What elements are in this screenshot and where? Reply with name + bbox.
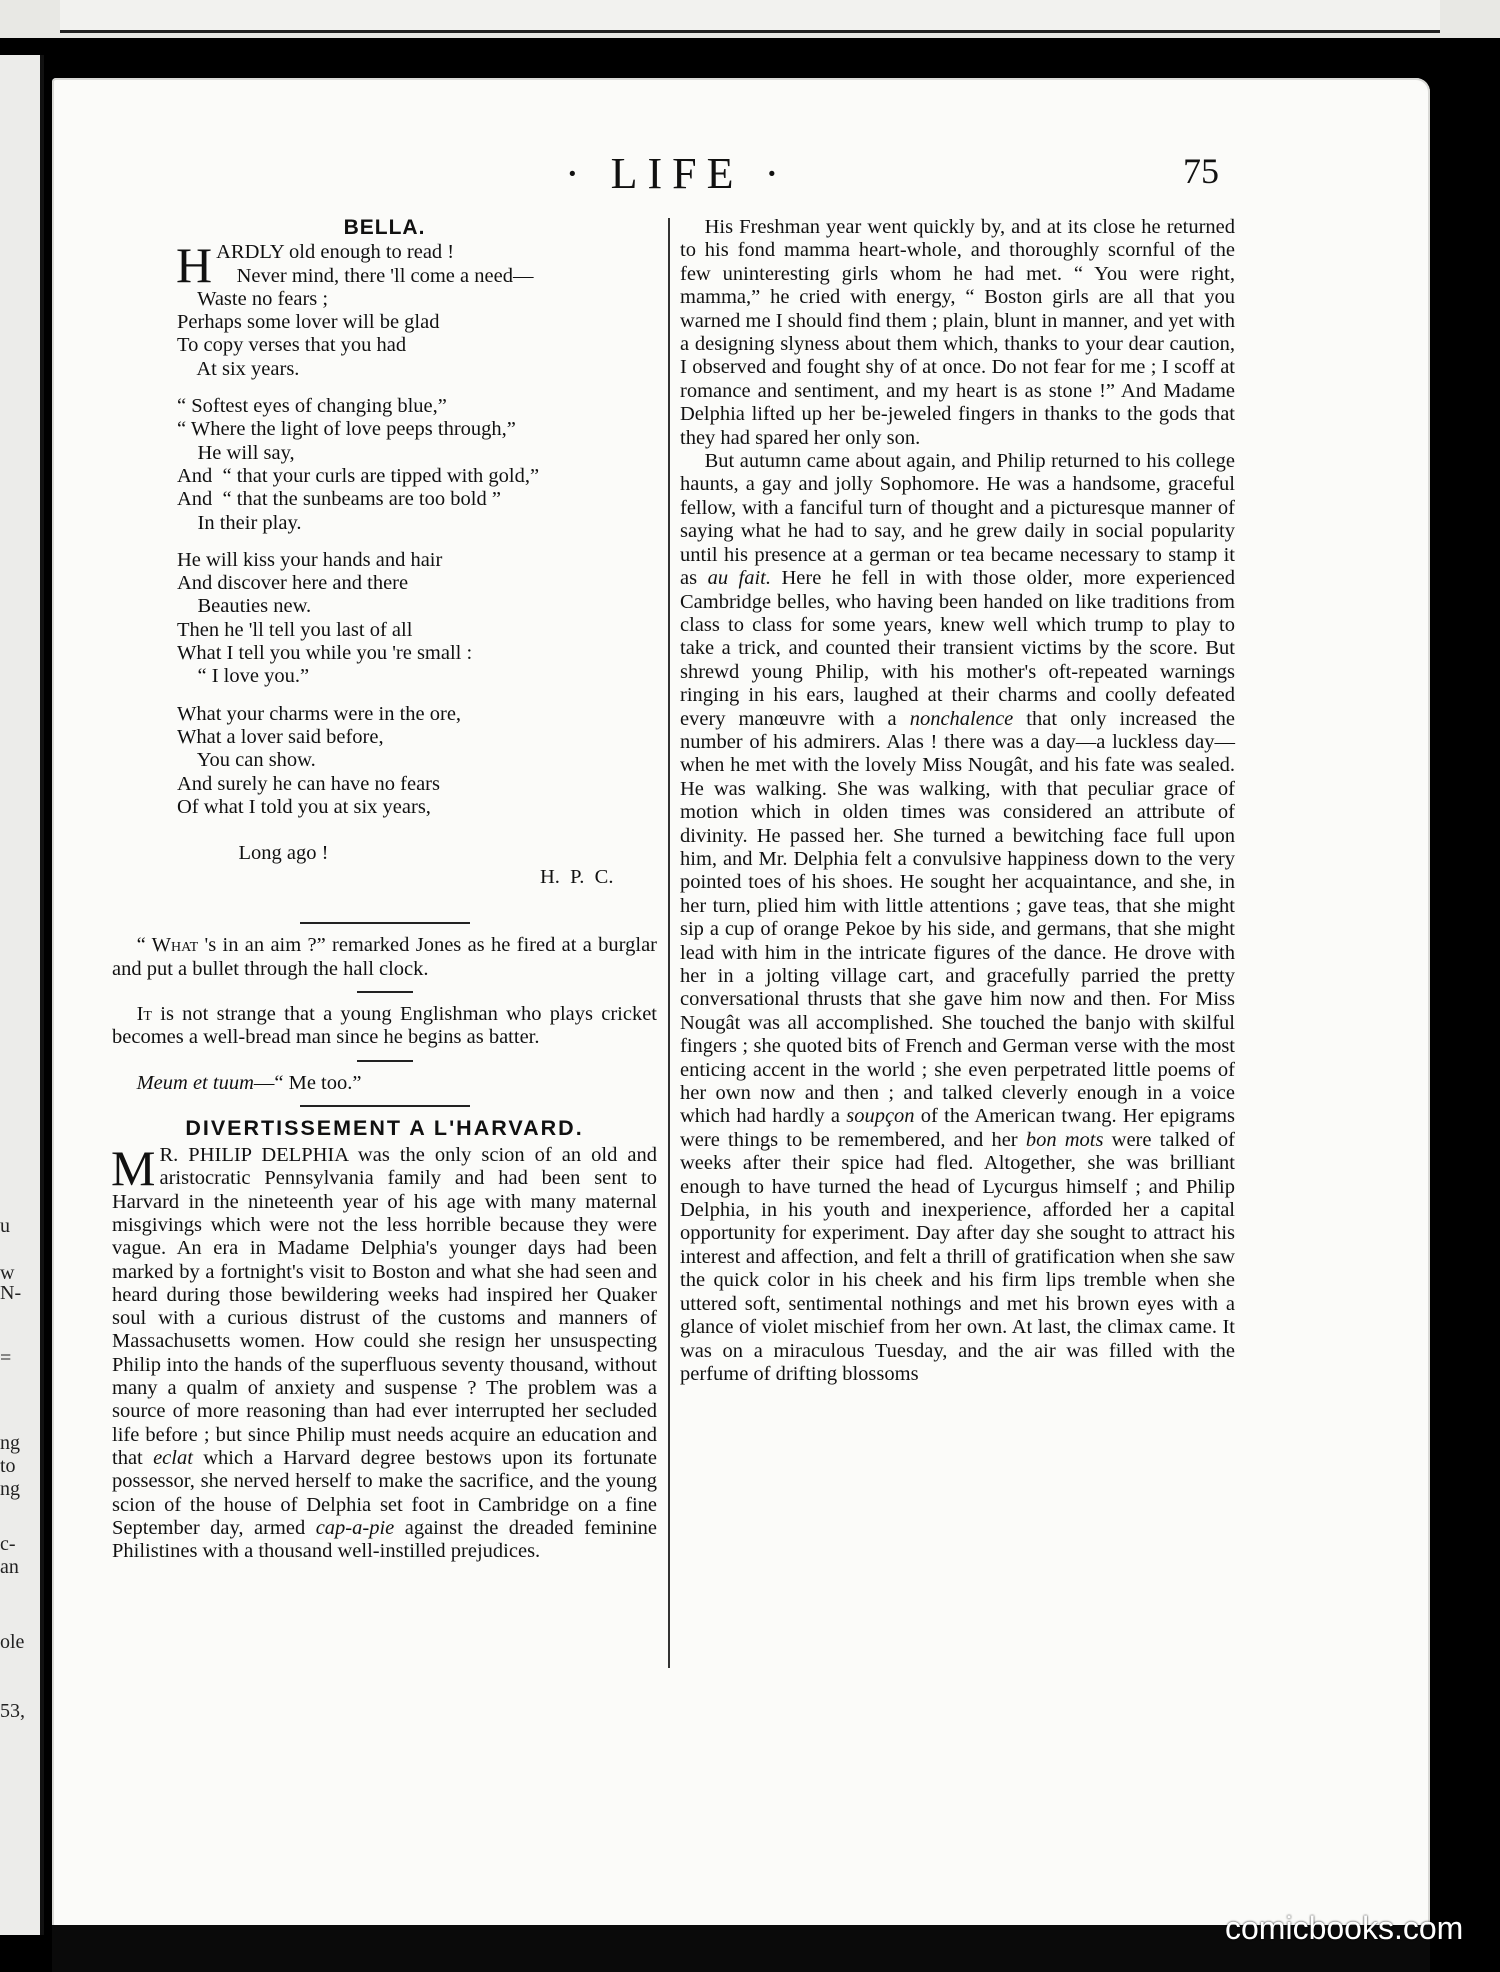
poem-line: Of what I told you at six years,	[177, 795, 431, 818]
poem-line: And surely he can have no fears	[177, 772, 440, 795]
italic-phrase: cap-a-pie	[315, 1516, 395, 1539]
poem-line: What I tell you while you 're small :	[177, 642, 473, 665]
page-bottom-edge	[52, 1925, 1430, 1972]
poem-line: You can show.	[177, 749, 316, 772]
lead-word: “ What	[136, 934, 199, 957]
story-text: against the dreaded feminine Philistines with a thousand well-instilled prejudices.	[112, 1516, 657, 1563]
poem-line: What your charms were in the ore,	[177, 702, 462, 725]
poem-line: What a lover said before,	[177, 725, 384, 748]
poem-line: “ Softest eyes of changing blue,”	[177, 395, 447, 418]
right-column	[680, 216, 1235, 1386]
poem-line: Waste no fears ;	[177, 287, 329, 310]
italic-phrase: Meum et tuum	[136, 1071, 254, 1094]
section-divider	[357, 1060, 413, 1062]
poem-line: In their play.	[177, 511, 302, 534]
joke-cricket	[112, 1003, 657, 1050]
joke-text: —“ Me too.”	[253, 1071, 362, 1094]
facing-page-edge	[0, 55, 44, 1935]
margin-fragment: to	[0, 1455, 16, 1477]
poem-line: And “ that the sunbeams are too bold ”	[177, 488, 501, 511]
poem-line: Never mind, there 'll come a need—	[216, 264, 534, 287]
poem-stanza	[177, 703, 657, 913]
drop-cap: H	[176, 237, 213, 294]
poem-stanza	[177, 549, 657, 689]
margin-fragment: ng	[0, 1478, 20, 1500]
poem-stanza	[176, 237, 657, 381]
poem-line-last	[177, 819, 657, 912]
poem-line: Long ago !	[218, 842, 329, 865]
italic-phrase: nonchalence	[909, 707, 1014, 730]
poem-bella	[176, 237, 657, 912]
story-opening-paragraph	[111, 1140, 657, 1563]
poem-line: To copy verses that you had	[177, 334, 407, 357]
column-divider	[668, 218, 670, 1668]
joke-aim	[112, 934, 657, 981]
story-paragraph	[680, 450, 1235, 1386]
margin-fragment: ole	[0, 1631, 25, 1653]
margin-fragment: w	[0, 1262, 15, 1284]
italic-phrase: bon mots	[1025, 1128, 1104, 1151]
poem-line: Beauties new.	[177, 595, 312, 618]
story-text: that only increased the number of his admirers. Alas ! there was a day—a luckless day—when he met with the lovely Miss Nougât, and his fate was sealed. He was walking. She was walking, with that peculiar grace of motion which in olden times was considered an attribute of divinity. He passed her. She turned a bewitching face full upon him, and Mr. Delphia felt a convulsive happiness down to the very pointed toes of his shoes. He sought her acquaintance, and she, in her turn, plied him with little attentions ; gave teas, that she might sip a cup of orange Pekoe by his side, and germans, that she might lead with him in the intricate figures of the dance. He drove with her in a jolting village cart, and gracefully parried the pretty conversational thrusts that she gave him now and then. For Miss Nougât was all accomplished. She touched the banjo with skilful fingers ; she quoted bits of French and German verse with the most enticing accent in the world ; she even perpetrated little poems of her own now and then ; and talked cleverly enough in a voice which had hardly a	[680, 707, 1235, 1128]
story-text: were talked of weeks after their spice had fled. Altogether, she was brilliant enough to have turned the head of Lycurgus himself ; and Philip Delphia, in his youth and inexperience, afforded her a capital opportunity for experiment. Day after day she sought to attract his interest and affection, and felt a thrill of gratification when she saw the quick color in his cheek and his firm lips tremble when she uttered soft, sentimental nothings and met his brown eyes with a glance of violet mischief from her own. At last, the climax came. It was on a miraculous Tuesday, and the air was filled with the perfume of drifting blossoms	[680, 1128, 1235, 1385]
poem-title: BELLA.	[343, 216, 426, 239]
poem-line: And “ that your curls are tipped with gold,”	[177, 464, 540, 487]
joke-text: is not strange that a young Englishman who plays cricket becomes a well-bread man since he begins as batter.	[112, 1002, 657, 1049]
joke-meum	[112, 1072, 657, 1095]
italic-phrase: soupçon	[846, 1105, 915, 1128]
poem-line: And discover here and there	[177, 572, 409, 595]
poem-signature: H. P. C.	[540, 865, 614, 888]
magazine-title: · LIFE ·	[565, 149, 790, 198]
story-text: Here he fell in with those older, more experienced Cambridge belles, who having been handed on like traditions from class to class for some years, knew well which trump to play to take a trick, and counted their transient victims by the score. But shrewd young Philip, with his mother's oft-repeated warnings ringing in his ears, laughed at their charms and coolly defeated every manœuvre with a	[680, 567, 1235, 730]
poem-stanza	[177, 395, 657, 535]
margin-fragment: ng	[0, 1432, 20, 1454]
margin-fragment: an	[0, 1556, 19, 1578]
poem-line: Then he 'll tell you last of all	[177, 618, 413, 641]
section-divider	[300, 1105, 470, 1107]
section-divider	[357, 991, 413, 993]
story-text: of the American twang. Her epigrams were things to be remembered, and her	[680, 1105, 1236, 1151]
margin-fragment: c-	[0, 1533, 16, 1555]
page-number: 75	[1183, 151, 1219, 191]
drop-cap: M	[111, 1140, 156, 1197]
margin-fragment: N-	[0, 1282, 22, 1304]
poem-line: Perhaps some lover will be glad	[177, 311, 440, 334]
section-divider	[300, 922, 470, 924]
margin-fragment: =	[0, 1347, 12, 1369]
story-text: which a Harvard degree bestows upon its fortunate possessor, she nerved herself to make the sacrifice, and the young scion of the house of Delphia set foot in Cambridge on a fine September day, armed	[112, 1446, 657, 1539]
story-paragraph: His Freshman year went quickly by, and at its close he returned to his fond mamma heart-whole, and thoroughly scornful of the few uninteresting girls whom he had met. “ You were right, mamma,” he cried with energy, “ Boston girls are all that you warned me I should find them ; plain, blunt in manner, and yet with a designing slyness about them which, thanks to your dear caution, I observed and fought shy of at once. Do not fear for me ; I scoff at romance and sentiment, and my heart is as stone !” And Madame Delphia lifted up her be-jeweled fingers in thanks to the gods that they had spared her only son.	[680, 216, 1235, 449]
poem-line: “ Where the light of love peeps through,”	[177, 418, 516, 441]
story-text: R. PHILIP DELPHIA was the only scion of an old and aristocratic Pennsylvania family and had been sent to Harvard in the nineteenth year of his age with many maternal misgivings which were not the less horrible because they were vague. An era in Madame Delphia's younger days had been marked by a fortnight's visit to Boston and what she had seen and heard during those bewildering weeks had inspired her Quaker soul with a curious distrust of the customs and manners of Massachusetts women. How could she resign her unsuspecting Philip into the hands of the superfluous seventy thousand, without many a qualm of anxiety and suspense ? The problem was a source of more reasoning than had ever interrupted her secluded life before ; but since Philip must needs acquire an education and that	[112, 1144, 657, 1469]
margin-fragment: u	[0, 1215, 10, 1237]
poem-line: ARDLY old enough to read !	[216, 241, 455, 264]
story-title: DIVERTISSEMENT A L'HARVARD.	[185, 1115, 584, 1140]
watermark: comicbooks.com	[1225, 1910, 1464, 1946]
story-text: But autumn came about again, and Philip returned to his college haunts, a gay and jolly Sophomore. He was a handsome, graceful fellow, with a fanciful turn of thought and a picturesque manner of saying what he had to say, and he grew daily in social popularity until his presence at a german or tea became necessary to stamp it as	[680, 450, 1235, 590]
lead-word: It	[136, 1002, 152, 1025]
joke-text: 's in an aim ?” remarked Jones as he fired at a burglar and put a bullet through the hall clock.	[112, 934, 657, 980]
poem-line: “ I love you.”	[177, 665, 310, 688]
page-top-edge	[60, 0, 1440, 33]
poem-line: He will say,	[177, 441, 295, 464]
poem-line: He will kiss your hands and hair	[177, 548, 443, 571]
left-column	[112, 216, 657, 1563]
italic-phrase: eclat	[153, 1446, 193, 1469]
poem-line: At six years.	[177, 357, 300, 380]
italic-phrase: au fait.	[707, 567, 771, 590]
margin-fragment: 53,	[0, 1700, 25, 1722]
